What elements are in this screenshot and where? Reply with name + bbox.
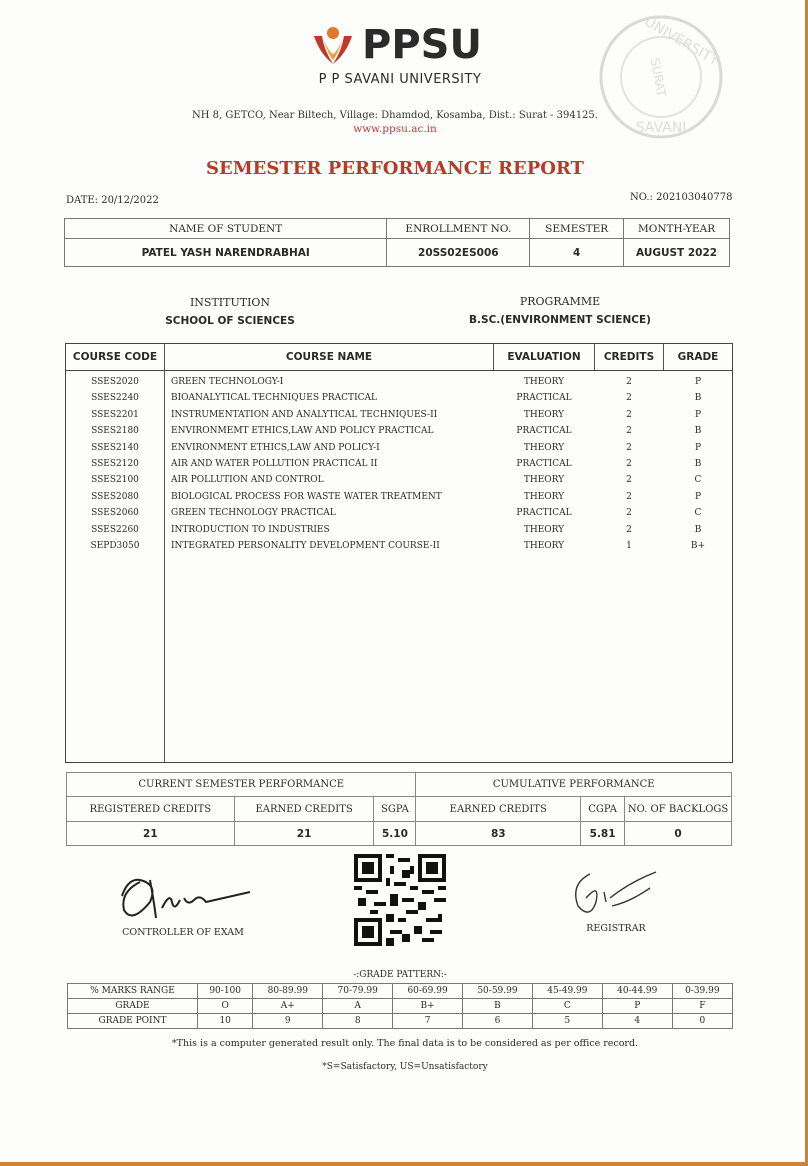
programme-value: B.SC.(ENVIRONMENT SCIENCE) (469, 314, 651, 326)
logo-wordmark: PPSU (362, 22, 482, 68)
course-row (66, 522, 732, 538)
course-evaluation: PRACTICAL (516, 426, 572, 437)
course-credits: 2 (626, 459, 632, 469)
svg-text:SAVANI: SAVANI (635, 120, 687, 136)
programme-label: PROGRAMME (519, 295, 601, 308)
header-evaluation: EVALUATION (507, 351, 581, 363)
registrar-signature-icon (560, 862, 670, 924)
course-evaluation: THEORY (523, 442, 565, 453)
course-row (66, 440, 732, 456)
grade-pattern-table (67, 983, 733, 1029)
header-earned-credits: EARNED CREDITS (234, 797, 374, 822)
grade-pattern-cell: 10 (198, 1014, 253, 1029)
course-code: SSES2180 (91, 426, 139, 437)
course-credits: 2 (626, 426, 632, 437)
course-code: SEPD3050 (90, 541, 140, 551)
grade-pattern-cell: 9 (253, 1014, 323, 1029)
month-year-value: AUGUST 2022 (624, 239, 730, 267)
course-code: SSES2201 (91, 409, 139, 420)
institution-value: SCHOOL OF SCIENCES (165, 315, 295, 327)
course-evaluation: PRACTICAL (516, 459, 572, 469)
course-row (66, 390, 732, 406)
column-divider (493, 344, 494, 370)
report-title: SEMESTER PERFORMANCE REPORT (206, 158, 584, 179)
course-code: SSES2240 (91, 393, 139, 404)
course-name: INTRODUCTION TO INDUSTRIES (171, 524, 330, 535)
course-evaluation: PRACTICAL (516, 393, 572, 404)
grade-pattern-row (68, 984, 733, 999)
course-name: AIR POLLUTION AND CONTROL (171, 475, 324, 486)
header-grade: GRADE (677, 351, 719, 363)
course-evaluation: THEORY (523, 524, 565, 535)
course-evaluation: THEORY (523, 491, 565, 502)
course-credits: 2 (626, 409, 632, 420)
backlogs-value: 0 (625, 822, 732, 846)
header-course-code: COURSE CODE (72, 351, 158, 363)
grade-pattern-cell: 60-69.99 (393, 984, 463, 999)
course-grade: B (694, 459, 702, 469)
course-name: ENVIRONMEMT ETHICS,LAW AND POLICY PRACTICAL (171, 426, 434, 437)
university-name: P P SAVANI UNIVERSITY (318, 72, 482, 87)
header-cgpa: CGPA (581, 797, 625, 822)
course-grade: C (694, 508, 702, 519)
header-course-name: COURSE NAME (285, 351, 373, 363)
course-grade: P (694, 442, 702, 453)
qr-code-icon (354, 854, 446, 946)
grade-pattern-cell: 0-39.99 (672, 984, 732, 999)
grade-pattern-cell: 50-59.99 (463, 984, 533, 999)
grade-pattern-cell: 4 (602, 1014, 672, 1029)
course-row (66, 423, 732, 439)
header-registered-credits: REGISTERED CREDITS (67, 797, 235, 822)
grade-pattern-cell: B (463, 999, 533, 1014)
course-grade: B (694, 524, 702, 535)
ppsu-logo-icon (310, 24, 356, 68)
semester-value: 4 (530, 239, 624, 267)
grade-pattern-cell: 5 (532, 1014, 602, 1029)
course-code: SSES2080 (91, 491, 139, 502)
grade-pattern-cell: 8 (323, 1014, 393, 1029)
grade-pattern-cell: A+ (253, 999, 323, 1014)
header-enrollment-no: ENROLLMENT NO. (387, 219, 530, 239)
grade-pattern-cell: 70-79.99 (323, 984, 393, 999)
institution-label: INSTITUTION (189, 296, 271, 309)
course-name: INSTRUMENTATION AND ANALYTICAL TECHNIQUES-II (171, 409, 438, 420)
course-credits: 2 (626, 475, 632, 486)
course-evaluation: THEORY (523, 377, 565, 387)
course-credits: 2 (626, 491, 632, 502)
course-code: SSES2020 (91, 377, 139, 387)
course-credits: 2 (626, 393, 632, 404)
course-evaluation: PRACTICAL (516, 508, 572, 519)
course-grade: P (694, 409, 702, 420)
grade-pattern-cell: 45-49.99 (532, 984, 602, 999)
course-name: GREEN TECHNOLOGY-I (171, 377, 284, 387)
controller-signature-icon (110, 862, 260, 924)
course-row (66, 407, 732, 423)
header-semester: SEMESTER (530, 219, 624, 239)
course-row (66, 472, 732, 488)
course-credits: 2 (626, 377, 632, 387)
earned-credits-value: 21 (234, 822, 374, 846)
grade-pattern-cell: A (323, 999, 393, 1014)
svg-text:SURAT: SURAT (647, 57, 669, 98)
report-number: NO.: 202103040778 (630, 192, 733, 203)
grade-pattern-cell: 80-89.99 (253, 984, 323, 999)
grade-pattern-cell: F (672, 999, 732, 1014)
course-row (66, 505, 732, 521)
course-credits: 2 (626, 442, 632, 453)
course-name: ENVIRONMENT ETHICS,LAW AND POLICY-I (171, 442, 380, 453)
course-grade: B (694, 426, 702, 437)
course-code: SSES2100 (91, 475, 139, 486)
course-grade: B (694, 393, 702, 404)
course-code: SSES2120 (91, 459, 139, 469)
course-name: GREEN TECHNOLOGY PRACTICAL (171, 508, 336, 519)
grade-pattern-cell: O (198, 999, 253, 1014)
course-row (66, 374, 732, 390)
course-grade: P (694, 377, 702, 387)
course-row (66, 489, 732, 505)
grade-pattern-cell: P (602, 999, 672, 1014)
course-credits: 1 (626, 541, 632, 551)
grade-pattern-label: GRADE POINT (68, 1014, 198, 1029)
grade-pattern-cell: B+ (393, 999, 463, 1014)
grade-pattern-row (68, 999, 733, 1014)
course-credits: 2 (626, 508, 632, 519)
course-code: SSES2260 (91, 524, 139, 535)
cumulative-earned-credits-value: 83 (416, 822, 581, 846)
grade-pattern-title: -:GRADE PATTERN:- (353, 970, 447, 980)
courses-header-row (66, 344, 732, 371)
university-website[interactable]: www.ppsu.ac.in (353, 123, 437, 135)
course-row (66, 538, 732, 554)
course-name: INTEGRATED PERSONALITY DEVELOPMENT COURSE-II (171, 541, 440, 551)
grade-pattern-cell: 40-44.99 (602, 984, 672, 999)
registered-credits-value: 21 (67, 822, 235, 846)
header-name-of-student: NAME OF STUDENT (65, 219, 387, 239)
course-evaluation: THEORY (523, 409, 565, 420)
cgpa-value: 5.81 (581, 822, 625, 846)
course-grade: P (694, 491, 702, 502)
computer-generated-note: *This is a computer generated result only. The final data is to be considered as per office record. (171, 1038, 639, 1049)
grade-pattern-cell: 90-100 (198, 984, 253, 999)
report-date: DATE: 20/12/2022 (66, 195, 159, 206)
course-evaluation: THEORY (523, 475, 565, 486)
header-sgpa: SGPA (374, 797, 416, 822)
header-credits: CREDITS (603, 351, 655, 363)
header-month-year: MONTH-YEAR (624, 219, 730, 239)
grade-pattern-label: % MARKS RANGE (68, 984, 198, 999)
course-name: BIOANALYTICAL TECHNIQUES PRACTICAL (171, 393, 377, 404)
courses-table (65, 343, 733, 763)
grade-pattern-label: GRADE (68, 999, 198, 1014)
grade-pattern-cell: 0 (672, 1014, 732, 1029)
controller-of-exam-label: CONTROLLER OF EXAM (122, 927, 244, 938)
course-row (66, 456, 732, 472)
registrar-label: REGISTRAR (586, 923, 646, 934)
current-semester-title: CURRENT SEMESTER PERFORMANCE (67, 773, 416, 797)
course-name: BIOLOGICAL PROCESS FOR WASTE WATER TREATMENT (171, 491, 442, 502)
svg-text:UNIVERSITY: UNIVERSITY (641, 13, 722, 70)
course-credits: 2 (626, 524, 632, 535)
satisfactory-legend: *S=Satisfactory, US=Unsatisfactory (322, 1062, 488, 1072)
grade-pattern-row (68, 1014, 733, 1029)
enrollment-number: 20SS02ES006 (387, 239, 530, 267)
student-info-table (64, 218, 730, 267)
student-name: PATEL YASH NARENDRABHAI (65, 239, 387, 267)
university-address: NH 8, GETCO, Near Biltech, Village: Dhamdod, Kosamba, Dist.: Surat - 394125. (192, 110, 598, 121)
header-cumulative-earned-credits: EARNED CREDITS (416, 797, 581, 822)
course-grade: B+ (690, 541, 706, 551)
header-backlogs: NO. OF BACKLOGS (625, 797, 732, 822)
performance-table (66, 772, 732, 846)
column-divider (594, 344, 595, 370)
grade-pattern-cell: C (532, 999, 602, 1014)
column-divider (663, 344, 664, 370)
course-code: SSES2060 (91, 508, 139, 519)
course-name: AIR AND WATER POLLUTION PRACTICAL II (171, 459, 378, 469)
course-evaluation: THEORY (523, 541, 565, 551)
grade-pattern-cell: 7 (393, 1014, 463, 1029)
cumulative-title: CUMULATIVE PERFORMANCE (416, 773, 732, 797)
course-grade: C (694, 475, 702, 486)
course-code: SSES2140 (91, 442, 139, 453)
grade-pattern-cell: 6 (463, 1014, 533, 1029)
sgpa-value: 5.10 (374, 822, 416, 846)
